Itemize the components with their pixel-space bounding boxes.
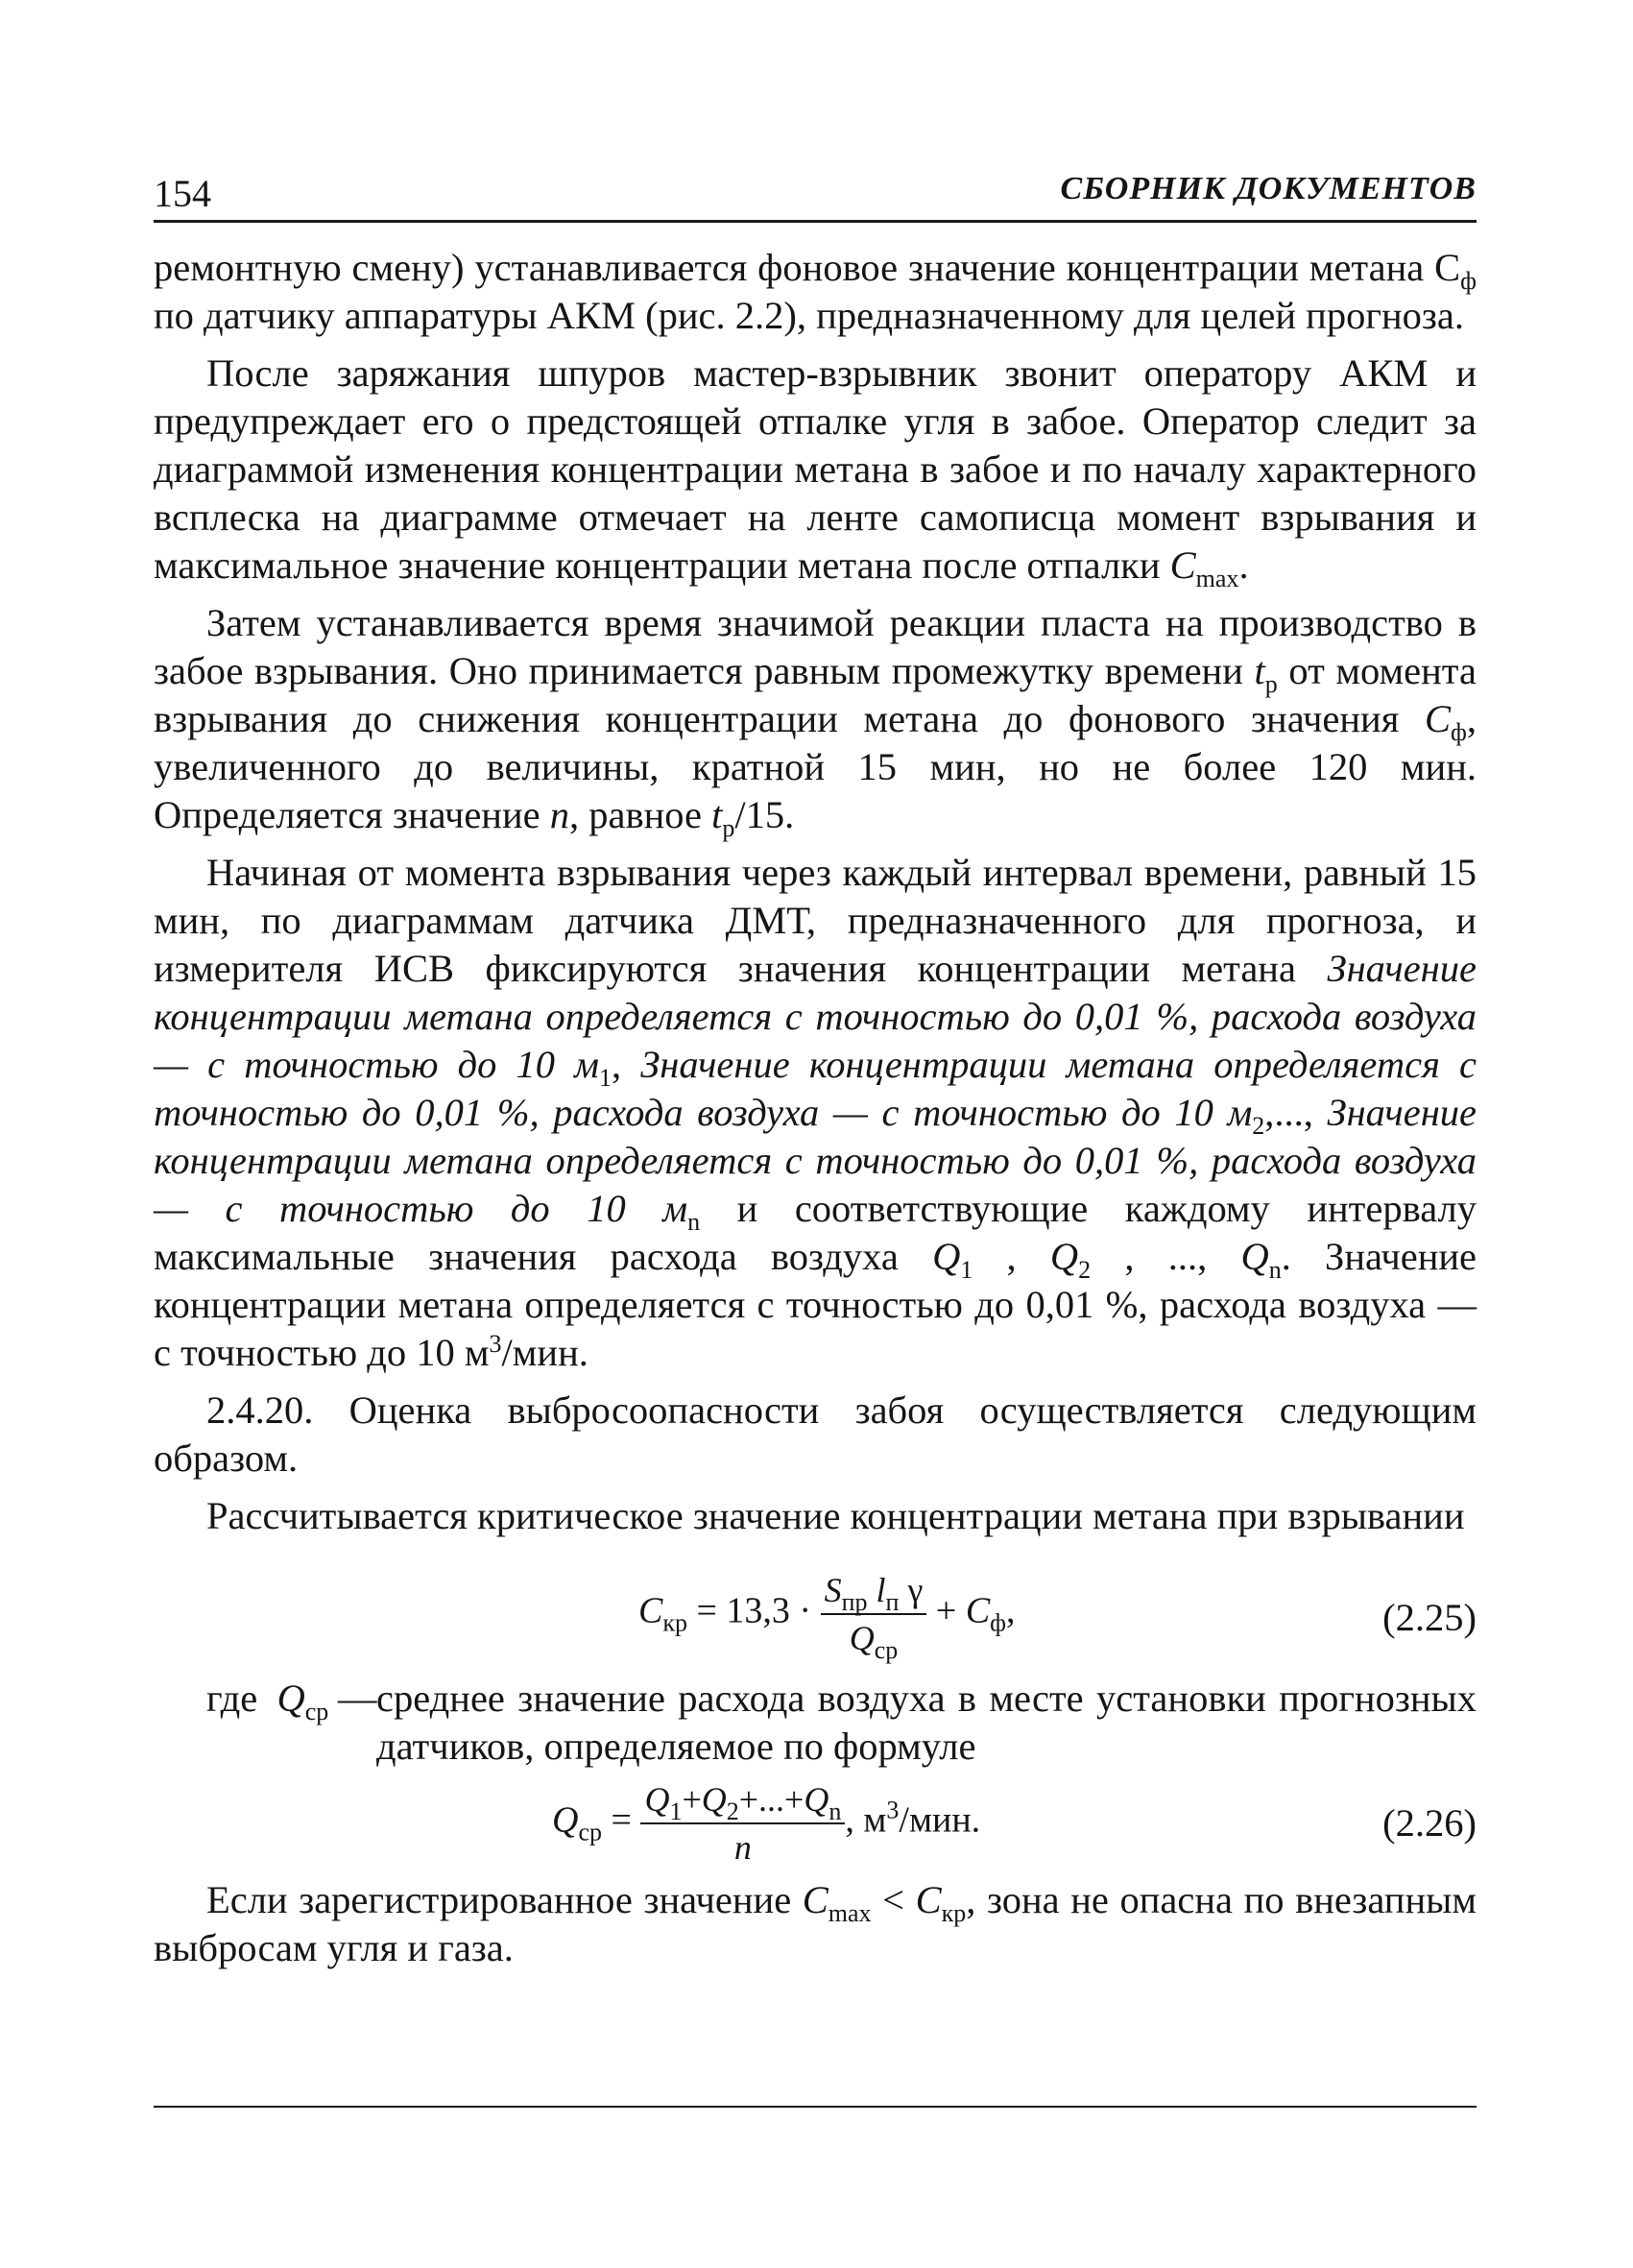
formula-2-26 — [154, 1771, 1477, 1876]
equation-number-2-25: (2.25) — [1382, 1596, 1477, 1639]
footer-rule — [154, 2106, 1477, 2108]
formula-2-26-fraction: $\frac{Q_1+Q_2+...+Q_n}{n}$ — [640, 1778, 845, 1869]
formula-2-25-expression: $C_{кр} = 13,3$ · $\frac{S_{пр} l_п \gamma}{Q_{ср}}$ + $C_ф$, — [638, 1571, 1016, 1664]
where-definition — [154, 1675, 1477, 1771]
paragraph-2: После заряжания шпуров мастер-взрывник звонит оператору АКМ и предупреждает его о предстоящей отпалке угля в забое. Оператор следит за диаграммой изменения концентрации метана в забое и по началу характерного всплеска на диаграмме отмечает на ленте самописца момент взрывания и максимальное значение концентрации метана после отпалки $C_{max}$. — [154, 351, 1477, 592]
paragraph-3: Затем устанавливается время значимой реакции пласта на производство в забое взрывания. Оно принимается равным промежутку времени $t_р$ от момента взрывания до снижения концентрации метана до фонового значения $C_ф$, увеличенного до величины, кратной 15 мин, но не более 120 мин. Определяется значение n, равное $t_р/15$. — [154, 601, 1477, 842]
formula-2-25 — [154, 1540, 1477, 1675]
formula-2-26-expression: $Q_{ср}$ = $\frac{Q_1+Q_2+...+Q_n}{n}$ , $м^3$/мин. — [552, 1780, 981, 1867]
formula-2-25-fraction: $\frac{S_{пр} l_п \gamma}{Q_{ср}}$ — [821, 1569, 927, 1659]
paragraph-6: Рассчитывается критическое значение концентрации метана при взрывании — [206, 1494, 1465, 1537]
paragraph-4: Начиная от момента взрывания через каждый интервал времени, равный 15 мин, по диаграммам датчика ДМТ, предназначенного для прогноза, и измерителя ИСВ фиксируются значения концентрации метана Значение концентрации метана определяется с точностью до 0,01 %, расхода воздуха — с точностью до 10 $м_1$, Значение концентрации метана определяется с точностью до 0,01 %, расхода воздуха — с точностью до 10 $м_2$,..., Значение концентрации метана определяется с точностью до 0,01 %, расхода воздуха — с точностью до 10 $м_n$ и соответствующие каждому интервалу максимальные значения расхода воздуха $Q_1$ , $Q_2$ , ..., $Q_n$. Значение концентрации метана определяется с точностью до 0,01 %, расхода воздуха — с точностью до 10 $м^3$/мин. — [154, 851, 1477, 1374]
paragraph-7: Если зарегистрированное значение $C_{max} < C_{кр}$, зона не опасна по внезапным выбросам угля и газа. — [154, 1878, 1477, 1969]
where-label: где $Q_{ср}$ — [206, 1677, 329, 1725]
where-definition-text: среднее значение расхода воздуха в месте установки прогнозных датчиков, определяемое по формуле — [376, 1677, 1477, 1768]
header-rule — [154, 220, 1477, 223]
running-title: СБОРНИК ДОКУМЕНТОВ — [1060, 171, 1477, 206]
page-body — [154, 244, 1477, 1972]
equation-number-2-26: (2.26) — [1382, 1801, 1477, 1845]
where-dash: — — [338, 1677, 377, 1720]
page-number: 154 — [154, 172, 211, 215]
page-header — [154, 171, 1477, 221]
paragraph-5: 2.4.20. Оценка выбросоопасности забоя осуществляется следующим образом. — [154, 1388, 1477, 1480]
paragraph-1: ремонтную смену) устанавливается фоновое значение концентрации метана $С_ф$ по датчику аппаратуры АКМ (рис. 2.2), предназначенному для целей прогноза. — [154, 246, 1477, 337]
